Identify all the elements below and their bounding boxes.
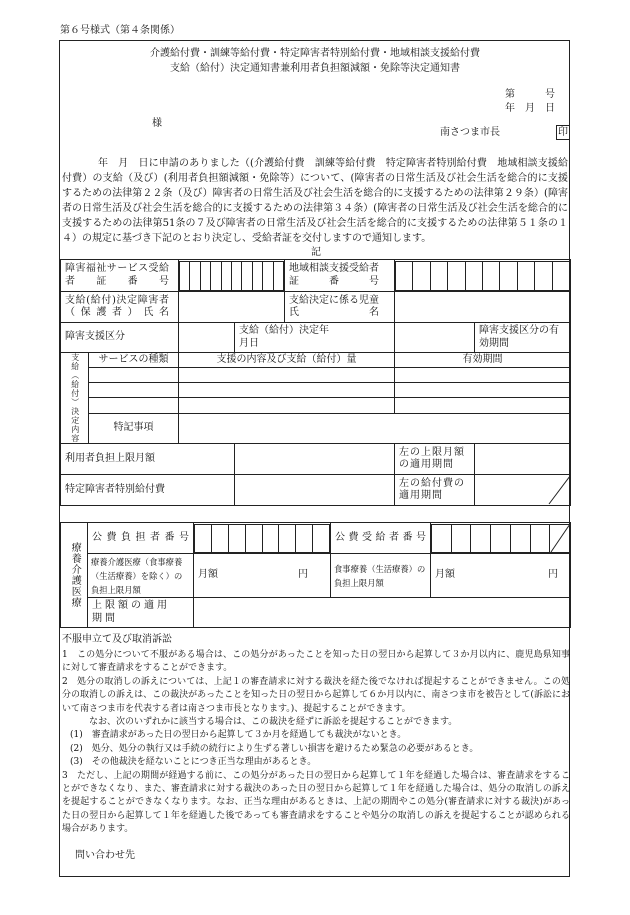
recipient-name-value xyxy=(179,292,285,323)
medical-table xyxy=(60,522,571,628)
meal-limit-label: 食事療養（生活療養）の負担上限月額 xyxy=(334,563,426,588)
user-limit-value xyxy=(235,444,395,475)
month-amount-label: 月額 xyxy=(198,569,218,581)
appeal-item-2-sub-1: (1) 審査請求があった日の翌日から起算して３か月を経過しても裁決がないとき。 xyxy=(70,730,407,741)
medical-limit-label: 療養介護医療（食事療養（生活療養）を除く）の負担上限月額 xyxy=(91,556,183,595)
valid-period-header: 有効期間 xyxy=(462,353,503,365)
special-notes-value xyxy=(179,413,571,443)
recipient-name-label: 支給(給付)決定障害者（保護者）氏名 xyxy=(65,294,169,318)
appeal-item-2: 2 処分の取消しの訴えについては、上記１の審査請求に対する裁決を経た後でなければ提起することができません。この処分の取消しの訴えは、この裁決があったことを知った日の翌日から起算して６か月以内に、南さつま市を被告として(訴訟において南さつま市を代表する者は南さつま市長となります。)、提起することができます。 xyxy=(62,676,570,714)
decision-content-side-label: 支給（給付）決定内容 xyxy=(70,353,80,443)
service-row-2-content xyxy=(179,383,395,398)
appeal-notes xyxy=(62,649,570,837)
support-category-label: 障害支援区分 xyxy=(65,331,125,343)
decision-date-value xyxy=(395,323,475,353)
decision-table xyxy=(60,259,571,506)
service-row-3-content xyxy=(179,398,395,413)
consult-cert-no-label: 地域相談支援受給者証番号 xyxy=(289,263,379,287)
service-type-header: サービスの種類 xyxy=(98,353,169,365)
medical-limit-value xyxy=(194,554,331,598)
diagonal-strike-2 xyxy=(431,523,571,553)
recipient-number-label: 公費受給者番号 xyxy=(335,531,426,543)
decision-date-label: 支給（給付）決定年月日 xyxy=(239,325,329,349)
form-number: 第６号様式（第４条関係） xyxy=(60,25,180,36)
benefit-period-label: 左の給付費の適用期間 xyxy=(399,477,465,501)
special-benefit-value xyxy=(235,475,395,506)
child-name-value xyxy=(395,292,571,323)
meal-limit-value xyxy=(431,554,571,598)
medical-limit-period-label: 上限額の適用期間 xyxy=(92,600,170,624)
service-row-3-period xyxy=(395,398,571,413)
yen-label-2: 円 xyxy=(548,569,558,581)
service-cert-no-label: 障害福祉サービス受給者証番号 xyxy=(65,263,169,287)
category-validity-label: 障害支援区分の有効期間 xyxy=(479,325,559,349)
service-row-1-period xyxy=(395,368,571,383)
inquiry-label: 問い合わせ先 xyxy=(75,850,135,861)
consult-cert-no-boxes xyxy=(395,260,571,292)
service-cert-no-boxes xyxy=(179,260,285,292)
benefit-period-value xyxy=(475,475,571,506)
appeal-heading: 不服申立て及び取消訴訟 xyxy=(62,634,172,645)
seal-mark: 印 xyxy=(558,127,568,138)
service-row-2-type xyxy=(89,383,179,398)
medical-limit-period-value xyxy=(194,598,571,628)
appeal-item-2-note: なお、次のいずれかに該当する場合は、この裁決を経ずに訴訟を提起することができます。 xyxy=(80,717,458,728)
body-paragraph: 年 月 日に申請のありました（(介護給付費 訓練等給付費 特定障害者特別給付費 地域相談支援給付費）の支給（及び）(利用者負担額減額・免除等）について、(障害者の日常生活及び社会生活を総合的に支援するための法律第２２条（及び）障害者の日常生活及び社会生活を総合的に支援するための法律第２９条）(障害者の日常生活及び社会生活を総合的に支援するための法律第３４条）(障害者の日常生活及び社会生活を総合的に支援するための法律第51条の７及び障害者の日常生活及び社会生活を総合的に支援するための法律第５１条の１４）の規定に基づき下記のとおり決定し、受給者証を交付しますので通知します。 xyxy=(62,158,568,244)
medical-side-label: 療養介護医療 xyxy=(69,542,81,608)
child-name-label: 支給決定に係る児童氏名 xyxy=(289,294,379,318)
appeal-item-1: 1 この処分について不服がある場合は、この処分があったことを知った日の翌日から起算して３か月以内に、鹿児島県知事に対して審査請求をすることができます。 xyxy=(62,650,570,674)
payer-number-boxes xyxy=(194,523,331,554)
service-row-2-period xyxy=(395,383,571,398)
recipient-number-boxes xyxy=(431,523,571,554)
payer-number-label: 公費負担者番号 xyxy=(92,531,189,543)
service-row-1-content xyxy=(179,368,395,383)
appeal-item-3: 3 ただし、上記の期間が経過する前に、この処分があった日の翌日から起算して１年を経過した場合は、審査請求をすることができなくなり、また、審査請求に対する裁決のあった日の翌日から起算して１年を経過した場合は、処分の取消しの訴えを提起することができなくなります。なお、正当な理由があるときは、上記の期間やこの処分(審査請求に対する裁決)があった日の翌日から起算して１年を経過した後であっても審査請求をすることや処分の取消しの訴えを提起することが認められる場合があります。 xyxy=(62,770,570,835)
support-content-header: 支援の内容及び支給（給付）量 xyxy=(216,353,357,365)
ki-label: 記 xyxy=(311,247,321,258)
appeal-item-2-sub-2: (2) 処分、処分の執行又は手続の続行により生ずる著しい損害を避けるため緊急の必要があるとき。 xyxy=(70,743,479,754)
yen-label: 円 xyxy=(298,569,308,581)
addressee-suffix: 様 xyxy=(152,118,162,129)
title-line-2: 支給（給付）決定通知書兼利用者負担額減額・免除等決定通知書 xyxy=(170,63,460,74)
title-line-1: 介護給付費・訓練等給付費・特定障害者特別給付費・地域相談支援給付費 xyxy=(150,48,480,59)
service-row-3-type xyxy=(89,398,179,413)
month-amount-label-2: 月額 xyxy=(435,569,455,581)
user-limit-label: 利用者負担上限月額 xyxy=(65,452,155,464)
limit-period-value xyxy=(475,444,571,475)
issue-date: 年 月 日 xyxy=(505,103,555,114)
issuer-name: 南さつま市長 xyxy=(440,127,500,138)
issue-number: 第 号 xyxy=(505,89,555,100)
appeal-item-2-sub-3: (3) その他裁決を経ないことにつき正当な理由があるとき。 xyxy=(70,757,317,768)
support-category-value xyxy=(179,323,235,353)
special-benefit-label: 特定障害者特別給付費 xyxy=(65,483,165,495)
special-notes-label: 特記事項 xyxy=(113,422,154,434)
diagonal-strike xyxy=(475,475,571,505)
service-row-1-type xyxy=(89,368,179,383)
limit-period-label: 左の上限月額の適用期間 xyxy=(399,446,465,470)
